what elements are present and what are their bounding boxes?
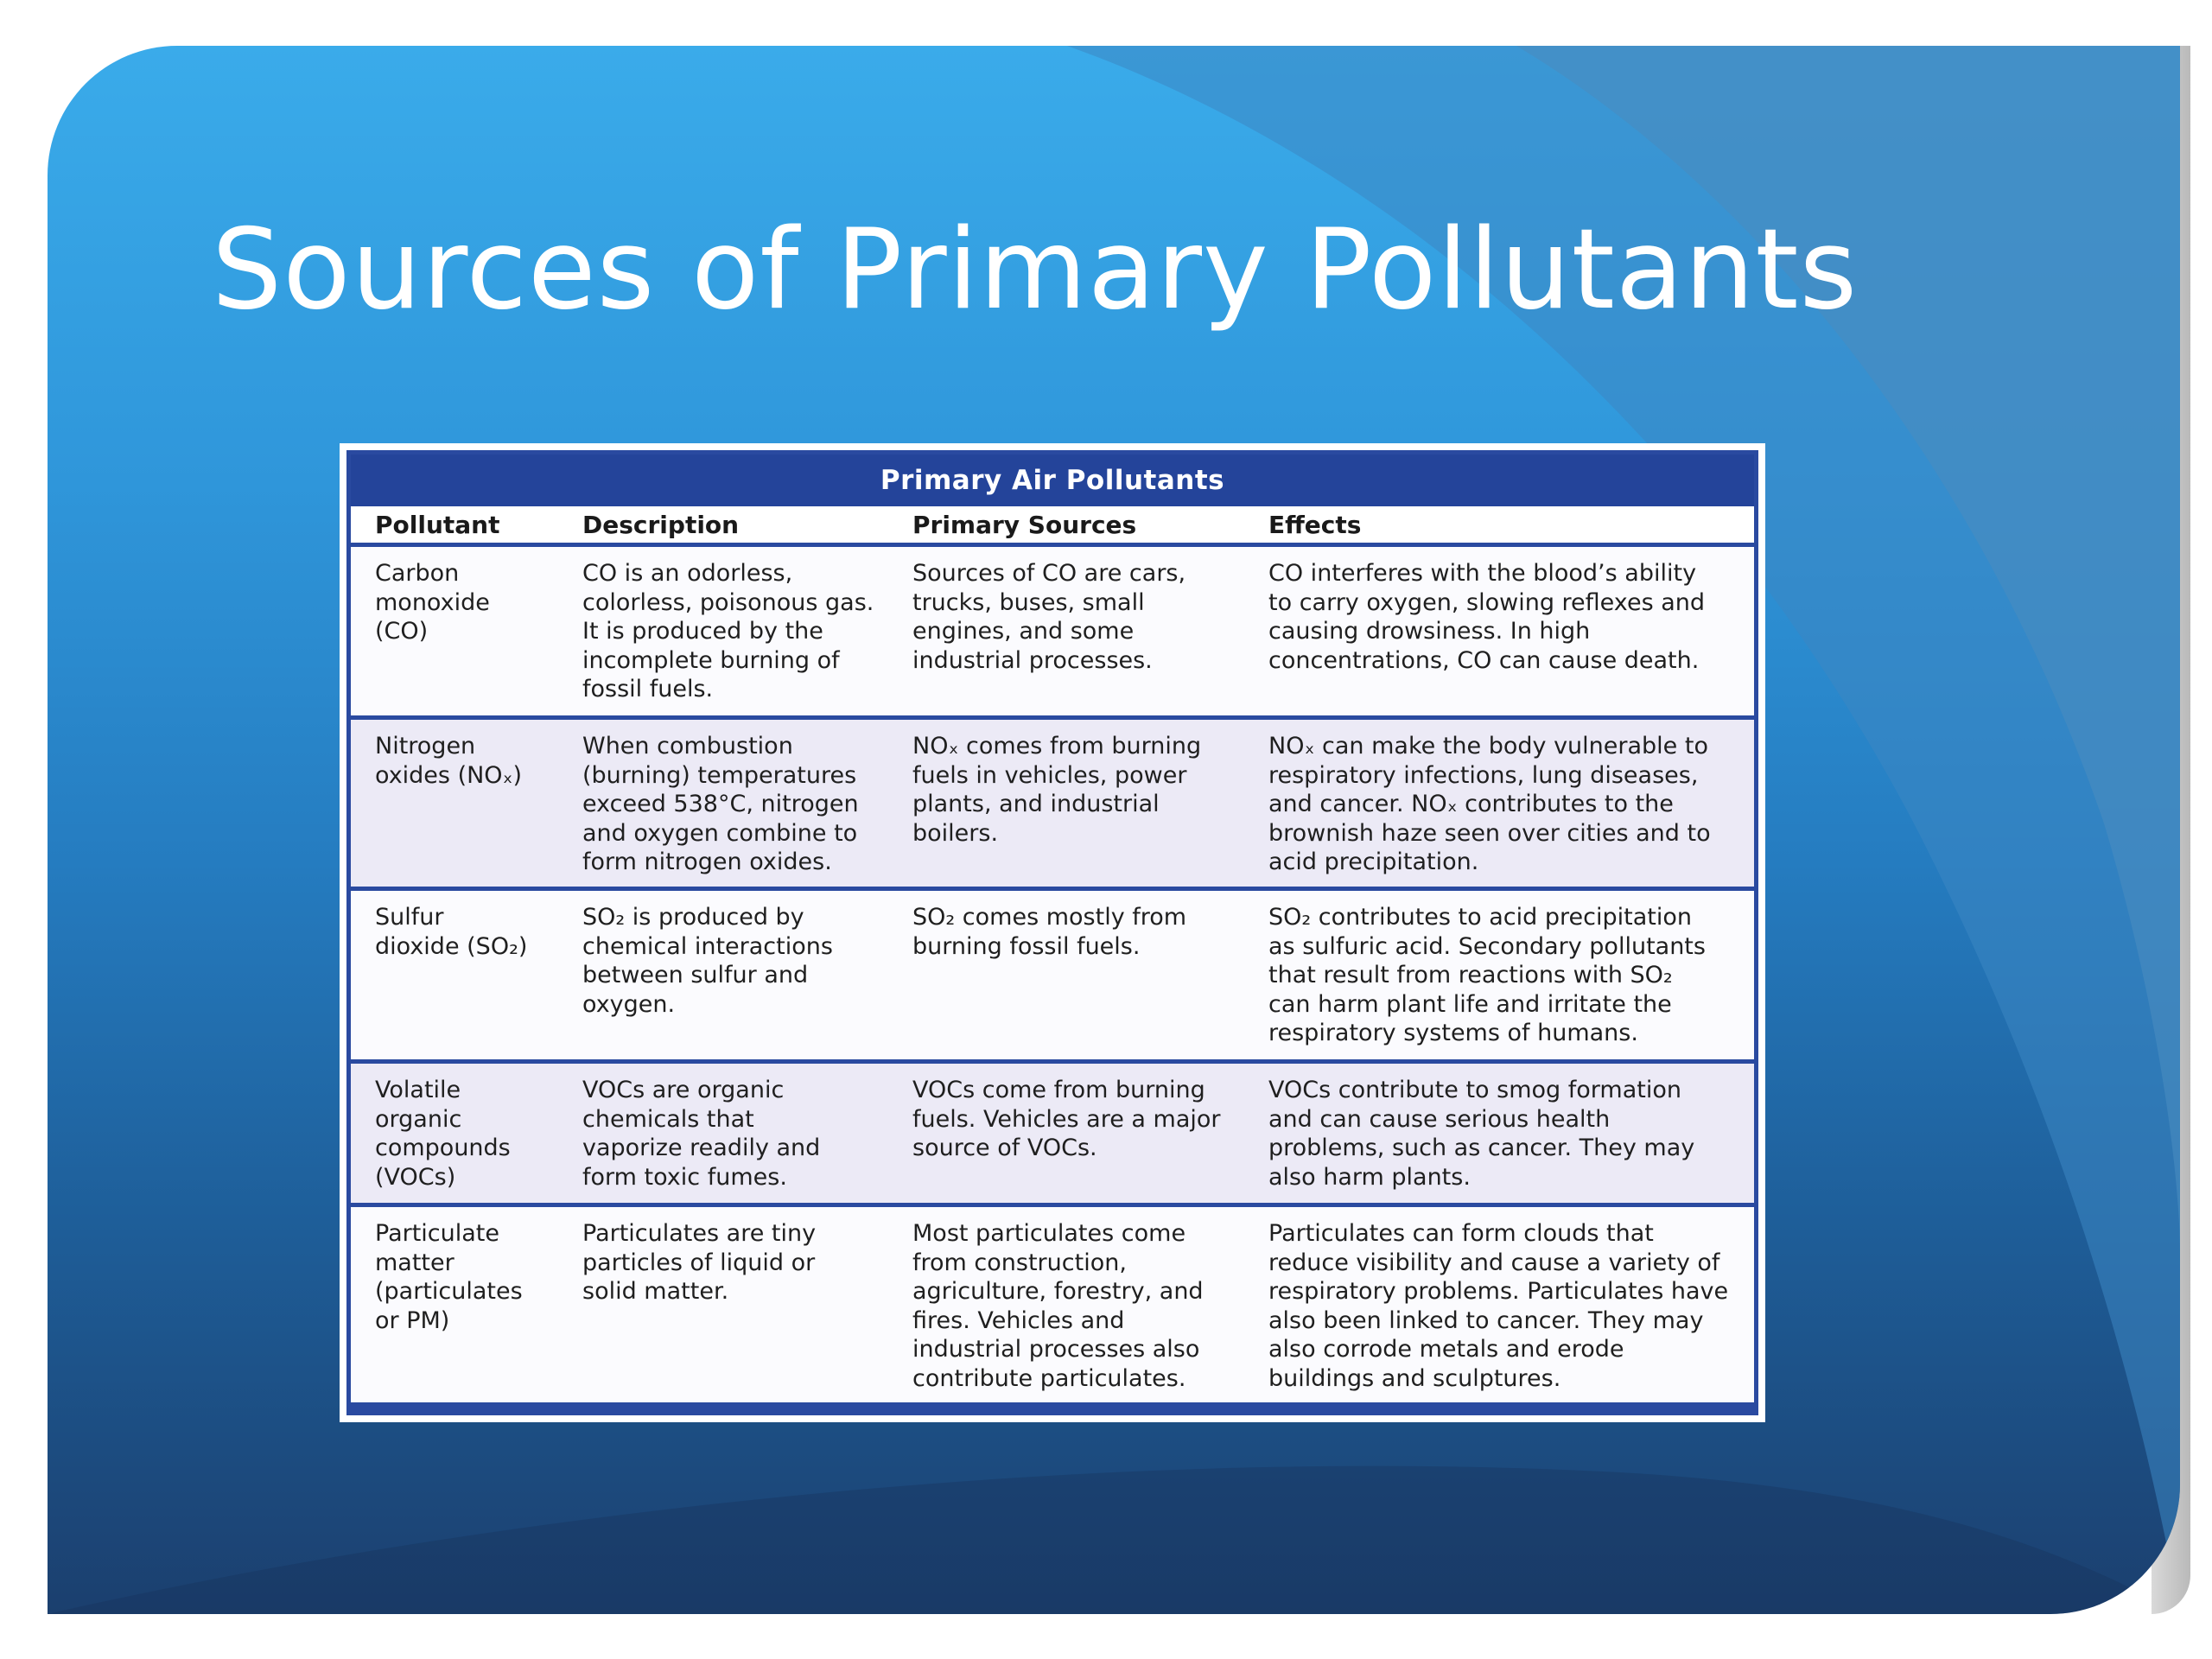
cell-pollutant: Nitrogen oxides (NOₓ): [375, 733, 523, 789]
header-effects: Effects: [1268, 510, 1362, 539]
cell-sources: VOCs come from burning fuels. Vehicles are a major source of VOCs.: [912, 1077, 1221, 1161]
cell-description: VOCs are organic chemicals that vaporize readily and form toxic fumes.: [582, 1077, 821, 1191]
pollutants-table: [340, 443, 1765, 1422]
cell-description: Particulates are tiny particles of liquid or solid matter.: [582, 1220, 817, 1305]
cell-description: CO is an odorless, colorless, poisonous gas. It is produced by the incomplete burning of fossil fuels.: [582, 560, 874, 702]
table-row-sulfur-dioxide: [351, 891, 1754, 1064]
cell-description: When combustion (burning) temperatures exceed 538°C, nitrogen and oxygen combine to form nitrogen oxides.: [582, 733, 859, 875]
cell-sources: SO₂ comes mostly from burning fossil fuels.: [912, 904, 1187, 960]
header-pollutant: Pollutant: [375, 510, 500, 539]
table-row-vocs: [351, 1064, 1754, 1207]
table-caption: Primary Air Pollutants: [351, 454, 1754, 506]
cell-effects: VOCs contribute to smog formation and can cause serious health problems, such as cancer. They may also harm plants.: [1268, 1077, 1695, 1191]
table-row-carbon-monoxide: [351, 547, 1754, 720]
cell-pollutant: Volatile organic compounds (VOCs): [375, 1077, 511, 1191]
cell-sources: NOₓ comes from burning fuels in vehicles, power plants, and industrial boilers.: [912, 733, 1202, 847]
table-row-nitrogen-oxides: [351, 720, 1754, 891]
cell-pollutant: Particulate matter (particulates or PM): [375, 1220, 523, 1334]
cell-effects: CO interferes with the blood’s ability to carry oxygen, slowing reflexes and causing drowsiness. In high concentrations, CO can cause death.: [1268, 560, 1706, 674]
header-primary-sources: Primary Sources: [912, 510, 1137, 539]
table-header-row: [351, 506, 1754, 547]
cell-sources: Most particulates come from construction, agriculture, forestry, and fires. Vehicles and industrial processes also contribute particulates.: [912, 1220, 1204, 1392]
table-body: [351, 547, 1754, 1411]
cell-effects: SO₂ contributes to acid precipitation as sulfuric acid. Secondary pollutants that result from reactions with SO₂ can harm plant life and irritate the respiratory systems of humans.: [1268, 904, 1706, 1046]
table-row-particulate-matter: [351, 1207, 1754, 1411]
slide-title: Sources of Primary Pollutants: [212, 206, 1859, 334]
cell-description: SO₂ is produced by chemical interactions between sulfur and oxygen.: [582, 904, 833, 1018]
cell-effects: NOₓ can make the body vulnerable to respiratory infections, lung diseases, and cancer. NOₓ contributes to the brownish haze seen over cities and to acid precipitation.: [1268, 733, 1711, 875]
header-description: Description: [582, 510, 740, 539]
cell-pollutant: Sulfur dioxide (SO₂): [375, 904, 528, 960]
cell-effects: Particulates can form clouds that reduce visibility and cause a variety of respiratory problems. Particulates have also been linked to cancer. They may also corrode metals and erode buildings and sculptures.: [1268, 1220, 1729, 1392]
cell-pollutant: Carbon monoxide (CO): [375, 560, 490, 645]
cell-sources: Sources of CO are cars, trucks, buses, small engines, and some industrial processes.: [912, 560, 1186, 674]
table-inner: [346, 450, 1758, 1415]
